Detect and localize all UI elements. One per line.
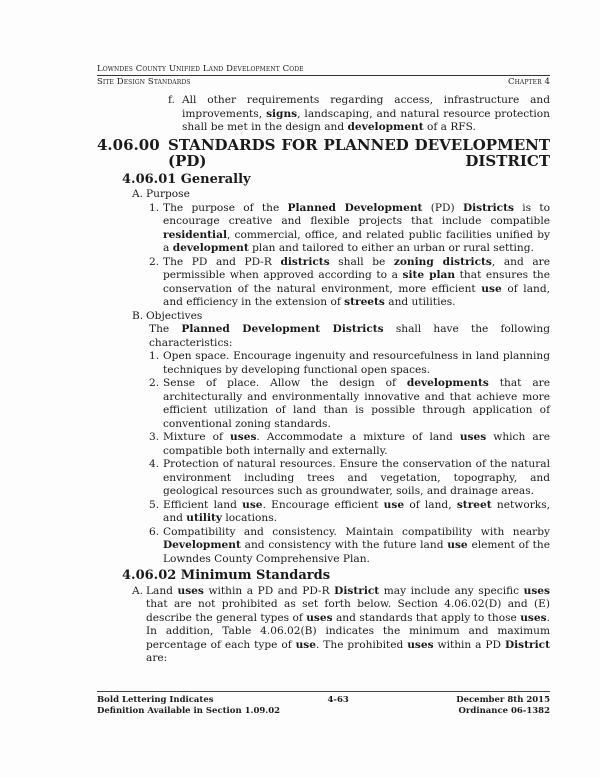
defined-term: development	[172, 242, 249, 254]
text-run: that are architecturally and environmentally innovative and that achieve more efficient utilization of land than is possible through application of conventional zoning standards.	[163, 377, 551, 430]
list-marker: 3.	[149, 431, 160, 443]
list-text	[163, 499, 550, 526]
subsection-heading: 4.06.01 Generally	[122, 171, 251, 187]
text-run: within a PD and PD-R	[203, 584, 335, 597]
paragraph	[149, 323, 550, 350]
defined-term: developments	[406, 377, 489, 389]
defined-term: use	[242, 498, 263, 511]
text-run: plan and tailored to either an urban or rural setting.	[248, 242, 534, 254]
defined-term: uses	[407, 638, 434, 651]
text-run: and consistency with the future land	[240, 539, 448, 551]
text-run: that ensures the conservation of the natural environment, more efficient	[163, 269, 550, 295]
text-run: Objectives	[146, 309, 203, 322]
document-body	[97, 94, 550, 666]
chapter-label: Chapter 4	[507, 77, 550, 87]
defined-term: zoning districts	[393, 255, 492, 268]
defined-term: uses	[230, 431, 257, 443]
text-run: Open space. Encourage ingenuity and resourcefulness in land planning techniques by developing functional open spaces.	[163, 350, 550, 376]
defined-term: districts	[280, 255, 330, 268]
text-run: element of the Lowndes County Comprehensive Plan.	[163, 539, 550, 565]
footer-date: December 8th 2015	[456, 695, 550, 705]
text-run: within a PD	[433, 638, 505, 651]
list-item	[168, 94, 550, 135]
list-text	[146, 585, 550, 666]
section-title: STANDARDS FOR PLANNED DEVELOPMENT (PD) DISTRICT	[168, 135, 550, 170]
text-run: The	[149, 323, 182, 335]
text-run: . Encourage efficient	[262, 498, 384, 511]
list-text	[146, 188, 550, 202]
list-text	[163, 431, 550, 458]
list-marker: A.	[132, 188, 144, 200]
text-run: Land	[146, 584, 178, 597]
list-item	[132, 585, 550, 666]
section-heading	[97, 137, 550, 169]
defined-term: site plan	[402, 269, 456, 281]
list-marker: B.	[132, 309, 144, 322]
list-item	[149, 526, 550, 567]
text-run: Protection of natural resources. Ensure the conservation of the natural environment including trees and vegetation, topography, and geological resources such as groundwater, soils, and drainage areas.	[163, 458, 550, 497]
defined-term: use	[481, 282, 502, 295]
text-run: networks, and	[163, 498, 550, 524]
list-marker: 6.	[149, 525, 160, 538]
list-text	[182, 94, 550, 135]
code-title: Lowndes County Unified Land Development Code	[97, 64, 550, 76]
footer-note-1: Bold Lettering Indicates	[97, 695, 214, 705]
defined-term: uses	[459, 431, 487, 443]
defined-term: streets	[344, 296, 385, 308]
defined-term: use	[295, 638, 317, 651]
defined-term: uses	[306, 611, 333, 624]
text-run: and standards that apply to those	[332, 611, 521, 624]
text-run: , landscaping, and natural resource protection shall be met in the design and	[182, 107, 551, 133]
defined-term: Planned Development Districts	[181, 323, 384, 335]
defined-term: utility	[186, 512, 223, 524]
list-marker: 5.	[149, 498, 160, 511]
text-run: Sense of place. Allow the design of	[163, 377, 407, 389]
list-marker: 1.	[149, 350, 160, 362]
text-run: Mixture of	[163, 431, 231, 443]
defined-term: District	[504, 638, 550, 651]
defined-term: uses	[523, 584, 551, 597]
list-marker: 2.	[149, 255, 160, 268]
defined-term: use	[447, 539, 468, 551]
list-marker: 2.	[149, 377, 160, 389]
text-run: of land, and efficiency in the extension of	[163, 282, 550, 308]
defined-term: Development	[163, 539, 241, 551]
list-text	[163, 256, 550, 310]
text-run: The PD and PD-R	[163, 255, 281, 268]
list-text	[163, 377, 550, 431]
text-run: . Accommodate a mixture of land	[256, 431, 460, 443]
text-run: Compatibility and consistency. Maintain compatibility with nearby	[163, 525, 550, 538]
defined-term: development	[347, 121, 424, 133]
section-name: Site Design Standards	[97, 77, 191, 87]
defined-term: street	[456, 498, 492, 511]
list-item	[132, 310, 550, 324]
defined-term: uses	[177, 584, 204, 597]
list-marker: 4.	[149, 458, 160, 470]
list-text	[163, 202, 550, 256]
text-run: are:	[146, 652, 168, 664]
text-run: which are compatible both internally and externally.	[163, 431, 550, 457]
list-item	[149, 499, 550, 526]
list-text	[163, 350, 550, 377]
list-item	[149, 256, 550, 310]
text-run: , and are permissible when approved according to a	[163, 255, 551, 281]
text-run: and utilities.	[384, 296, 456, 308]
text-run: Efficient land	[163, 498, 243, 511]
text-run: shall be	[329, 255, 394, 268]
list-item	[149, 377, 550, 431]
footer-note-2: Definition Available in Section 1.09.02	[97, 705, 281, 716]
defined-term: District	[334, 584, 380, 597]
defined-term: use	[383, 498, 405, 511]
text-run: Purpose	[146, 188, 190, 200]
list-item	[149, 350, 550, 377]
text-run: of land,	[404, 498, 457, 511]
list-item	[149, 202, 550, 256]
list-marker: A.	[132, 584, 144, 597]
list-text	[163, 526, 550, 567]
section-number: 4.06.00	[97, 135, 160, 154]
text-run: locations.	[222, 512, 278, 524]
text-run: . In addition, Table 4.06.02(B) indicates the minimum and maximum percentage of each type of	[146, 611, 550, 651]
defined-term: signs	[266, 107, 298, 120]
list-item	[149, 458, 550, 499]
text-run: of a RFS.	[423, 121, 476, 133]
text-run: is to encourage creative and flexible projects that include compatible	[163, 201, 551, 227]
running-header	[97, 77, 550, 87]
text-run: All other requirements regarding access, infrastructure and improvements,	[182, 94, 550, 120]
defined-term: Planned Development	[287, 201, 423, 214]
subsection-heading: 4.06.02 Minimum Standards	[122, 568, 331, 583]
text-run: (PD)	[422, 201, 463, 214]
defined-term: residential	[163, 228, 227, 241]
defined-term: uses	[520, 611, 547, 624]
defined-term: Districts	[462, 201, 514, 214]
list-marker: f.	[168, 94, 175, 106]
text-run: The purpose of the	[163, 201, 288, 214]
list-text	[146, 310, 550, 324]
list-text	[163, 458, 550, 499]
page-number: 4-63	[327, 695, 349, 705]
page-footer	[97, 691, 550, 716]
footer-ordinance: Ordinance 06-1382	[458, 705, 550, 716]
list-item	[132, 188, 550, 202]
text-run: shall have the following characteristics:	[149, 323, 551, 349]
list-item	[149, 431, 550, 458]
list-marker: 1.	[149, 201, 160, 214]
text-run: that are not prohibited as set forth below. Section 4.06.02(D) and (E) describe the general types of	[146, 598, 550, 624]
text-run: may include any specific	[379, 584, 524, 597]
text-run: , commercial, office, and related public facilities unified by a	[163, 228, 550, 254]
text-run: . The prohibited	[316, 638, 408, 651]
